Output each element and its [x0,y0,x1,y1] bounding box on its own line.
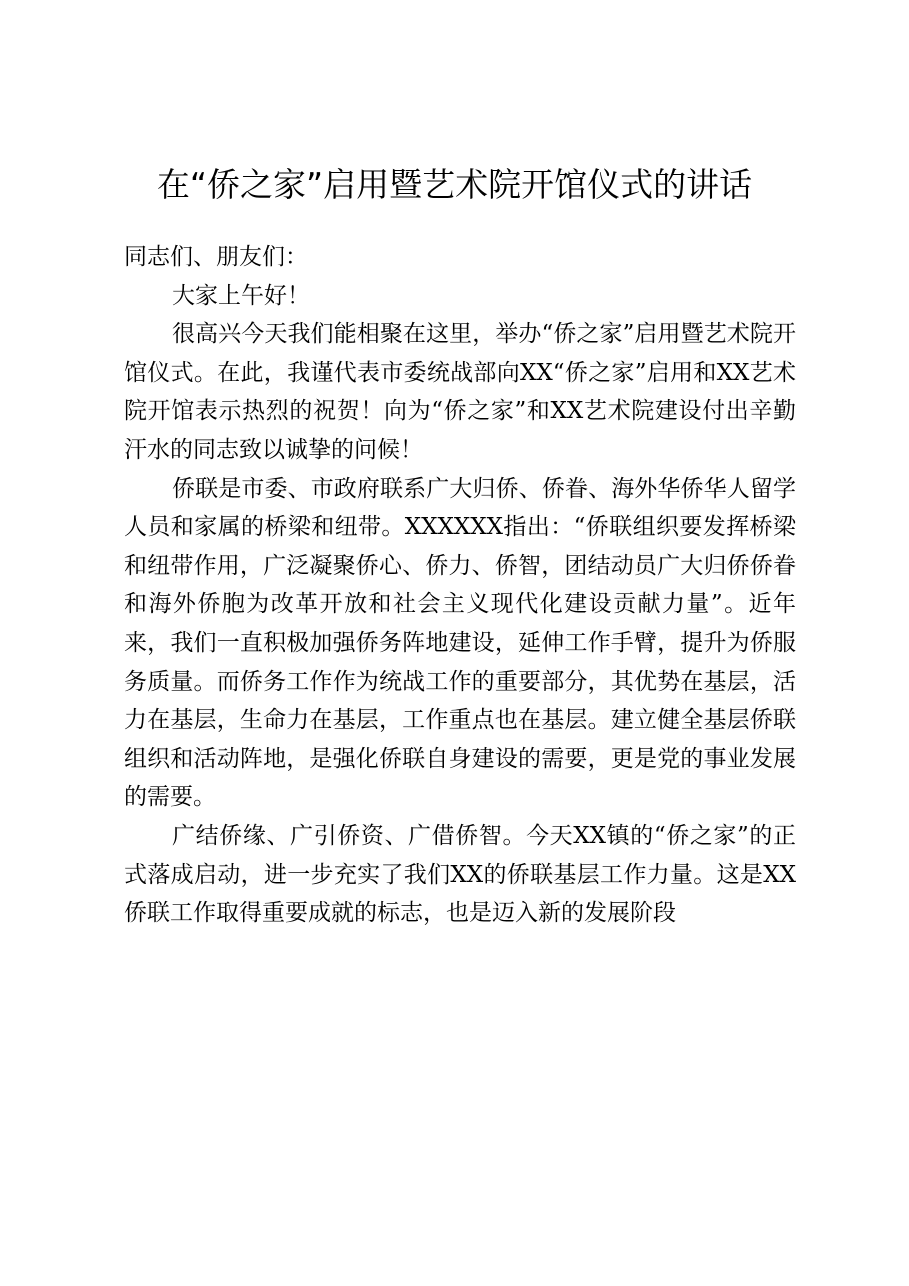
paragraph-greeting: 大家上午好！ [172,282,310,309]
paragraph-congratulations: 很高兴今天我们能相聚在这里，举办“侨之家”启用暨艺术院开馆仪式。在此，我谨代表市委统战部向XX“侨之家”启用和XX艺术院开馆表示热烈的祝贺！向为“侨之家”和XX艺术院建设付出辛勤汗水的同志致以诚挚的问候！ [124,321,796,463]
document-body [124,238,796,933]
paragraph-home-launch: 广结侨缘、广引侨资、广借侨智。今天XX镇的“侨之家”的正式落成启动，进一步充实了我们XX的侨联基层工作力量。这是XX侨联工作取得重要成就的标志，也是迈入新的发展阶段 [124,822,796,927]
document-title: 在“侨之家”启用暨艺术院开馆仪式的讲话 [156,165,753,204]
salutation: 同志们、朋友们： [124,244,308,270]
paragraph-overseas-federation: 侨联是市委、市政府联系广大归侨、侨眷、海外华侨华人留学人员和家属的桥梁和纽带。XXXXXX指出：“侨联组织要发挥桥梁和纽带作用，广泛凝聚侨心、侨力、侨智，团结动员广大归侨侨眷和海外侨胞为改革开放和社会主义现代化建设贡献力量”。近年来，我们一直积极加强侨务阵地建设，延伸工作手臂，提升为侨服务质量。而侨务工作作为统战工作的重要部分，其优势在基层，活力在基层，生命力在基层，工作重点也在基层。建立健全基层侨联组织和活动阵地，是强化侨联自身建设的需要，更是党的事业发展的需要。 [124,475,796,811]
